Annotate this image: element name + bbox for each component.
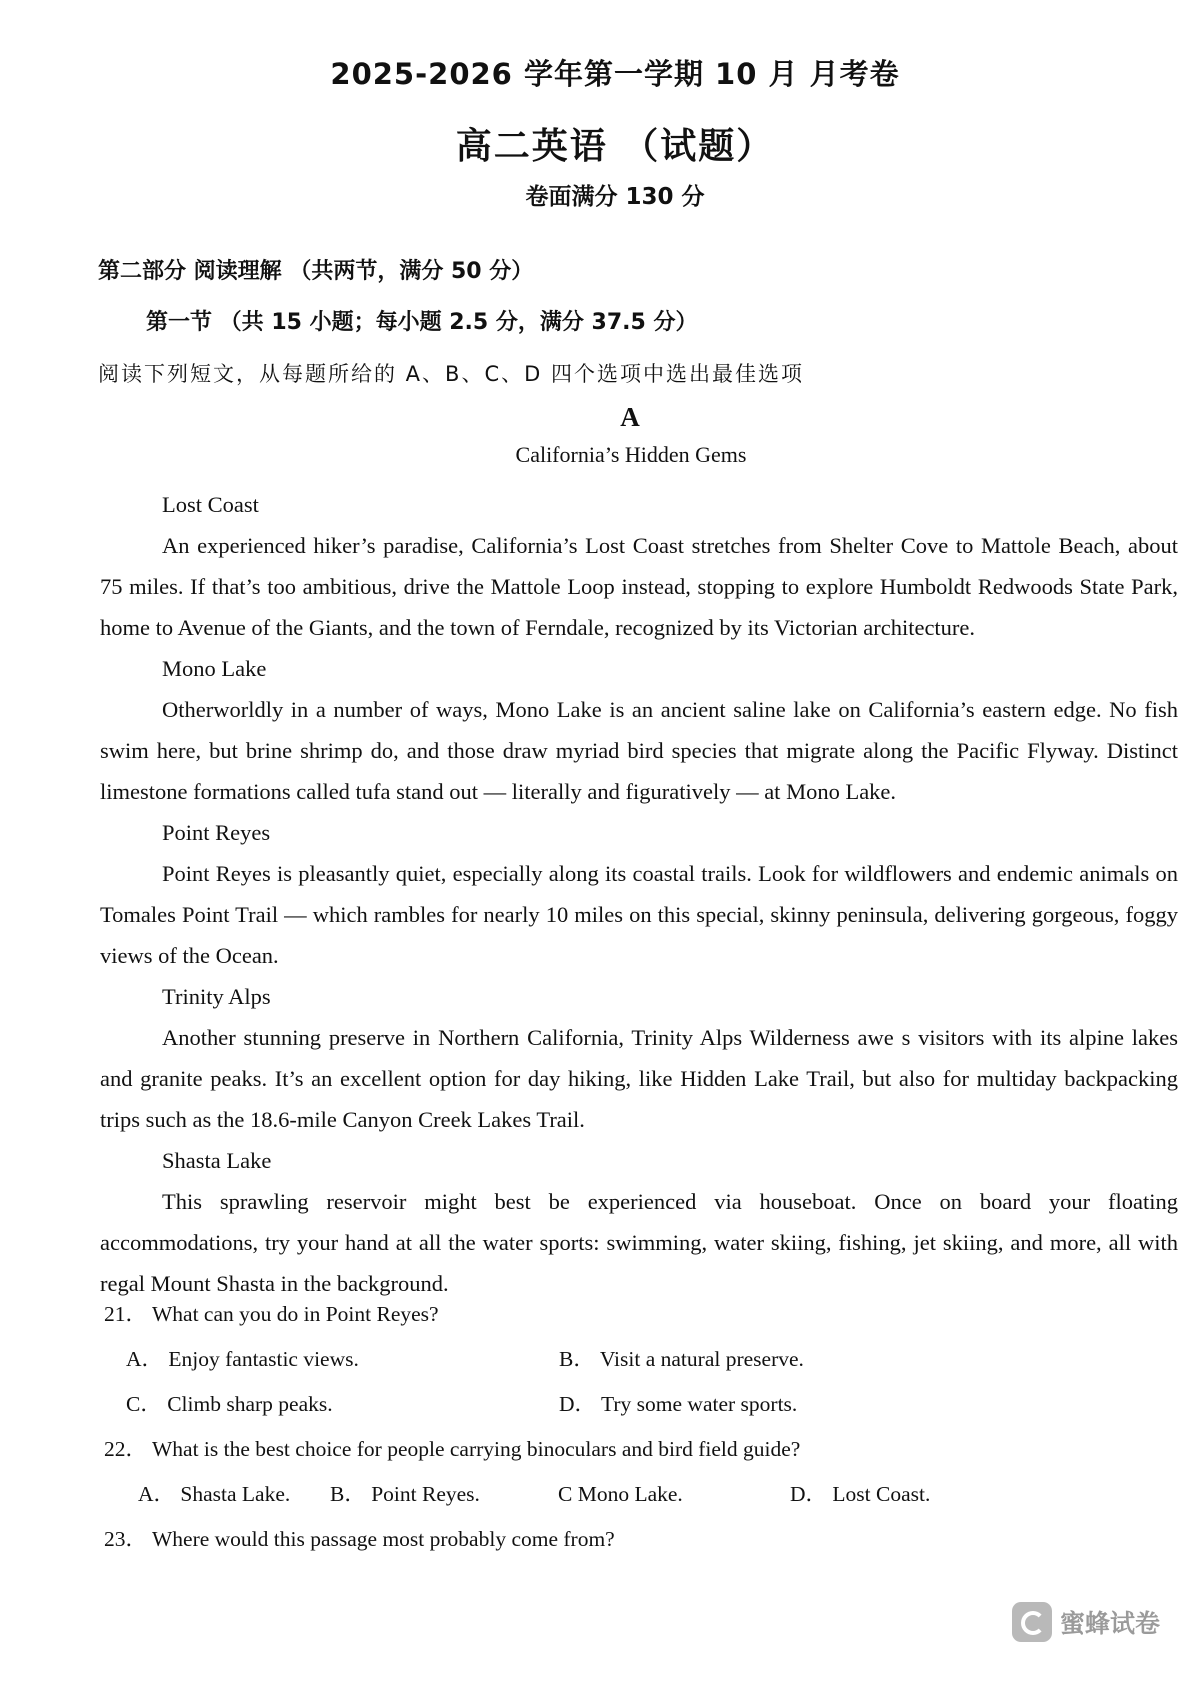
- question-stem: 22． What is the best choice for people carrying binoculars and bird field guide?: [104, 1437, 801, 1461]
- place-description: Point Reyes is pleasantly quiet, especially along its coastal trails. Look for wildflowers and endemic animals on Tomales Point Trail — which rambles for nearly 10 miles on this special, skinny peninsula, delivering gorgeous, foggy views of the Ocean.: [100, 861, 1178, 968]
- option-a[interactable]: A． Shasta Lake.: [138, 1482, 291, 1506]
- passage-letter: A: [620, 402, 640, 432]
- option-row: [104, 1480, 1184, 1525]
- option-d[interactable]: D． Try some water sports.: [559, 1392, 798, 1416]
- place-description: Otherworldly in a number of ways, Mono Lake is an ancient saline lake on California’s eastern edge. No fish swim here, but brine shrimp do, and those draw myriad bird species that migrate along the Pacific Flyway. Distinct limestone formations called tufa stand out — literally and figuratively — at Mono Lake.: [100, 697, 1178, 804]
- watermark: [1012, 1602, 1160, 1642]
- passage-title: California’s Hidden Gems: [515, 442, 747, 467]
- option-b[interactable]: B． Point Reyes.: [330, 1482, 480, 1506]
- question-list: [104, 1300, 1184, 1570]
- option-c[interactable]: C Mono Lake.: [558, 1482, 683, 1506]
- question-stem: 21． What can you do in Point Reyes?: [104, 1302, 439, 1326]
- place-description: This sprawling reservoir might best be experienced via houseboat. Once on board your floating accommodations, try your hand at all the water sports: swimming, water skiing, fishing, jet skiing, and more, all with regal Mount Shasta in the background.: [100, 1189, 1178, 1296]
- place-heading: Point Reyes: [162, 820, 271, 845]
- place-heading: Trinity Alps: [162, 984, 271, 1009]
- section-heading: 第一节 （共 15 小题；每小题 2.5 分，满分 37.5 分）: [146, 310, 698, 335]
- watermark-text: 蜜蜂试卷: [1059, 1609, 1160, 1638]
- option-a[interactable]: A． Enjoy fantastic views.: [126, 1347, 359, 1371]
- option-c[interactable]: C． Climb sharp peaks.: [126, 1392, 333, 1416]
- passage-body: [100, 484, 1178, 1304]
- option-row: [104, 1390, 1184, 1435]
- place-heading: Lost Coast: [162, 492, 259, 517]
- question-stem: 23． Where would this passage most probably come from?: [104, 1527, 615, 1551]
- subject-title: 高二英语 （试题）: [455, 126, 775, 167]
- place-heading: Mono Lake: [162, 656, 267, 681]
- part-heading: 第二部分 阅读理解 （共两节，满分 50 分）: [98, 259, 534, 284]
- option-d[interactable]: D． Lost Coast.: [790, 1482, 931, 1506]
- place-description: Another stunning preserve in Northern California, Trinity Alps Wilderness awe s visitors with its alpine lakes and granite peaks. It’s an excellent option for day hiking, like Hidden Lake Trail, but also for multiday backpacking trips such as the 18.6-mile Canyon Creek Lakes Trail.: [100, 1025, 1178, 1132]
- bee-logo-icon: [1012, 1602, 1052, 1642]
- full-score: 卷面满分 130 分: [525, 184, 705, 210]
- exam-title: 2025-2026 学年第一学期 10 月 月考卷: [330, 57, 900, 91]
- option-row: [104, 1345, 1184, 1390]
- reading-instructions: 阅读下列短文，从每题所给的 A、B、C、D 四个选项中选出最佳选项: [98, 362, 804, 386]
- place-description: An experienced hiker’s paradise, California’s Lost Coast stretches from Shelter Cove to Mattole Beach, about 75 miles. If that’s too ambitious, drive the Mattole Loop instead, stopping to explore Humboldt Redwoods State Park, home to Avenue of the Giants, and the town of Ferndale, recognized by its Victorian architecture.: [100, 533, 1178, 640]
- place-heading: Shasta Lake: [162, 1148, 272, 1173]
- option-b[interactable]: B． Visit a natural preserve.: [559, 1347, 804, 1371]
